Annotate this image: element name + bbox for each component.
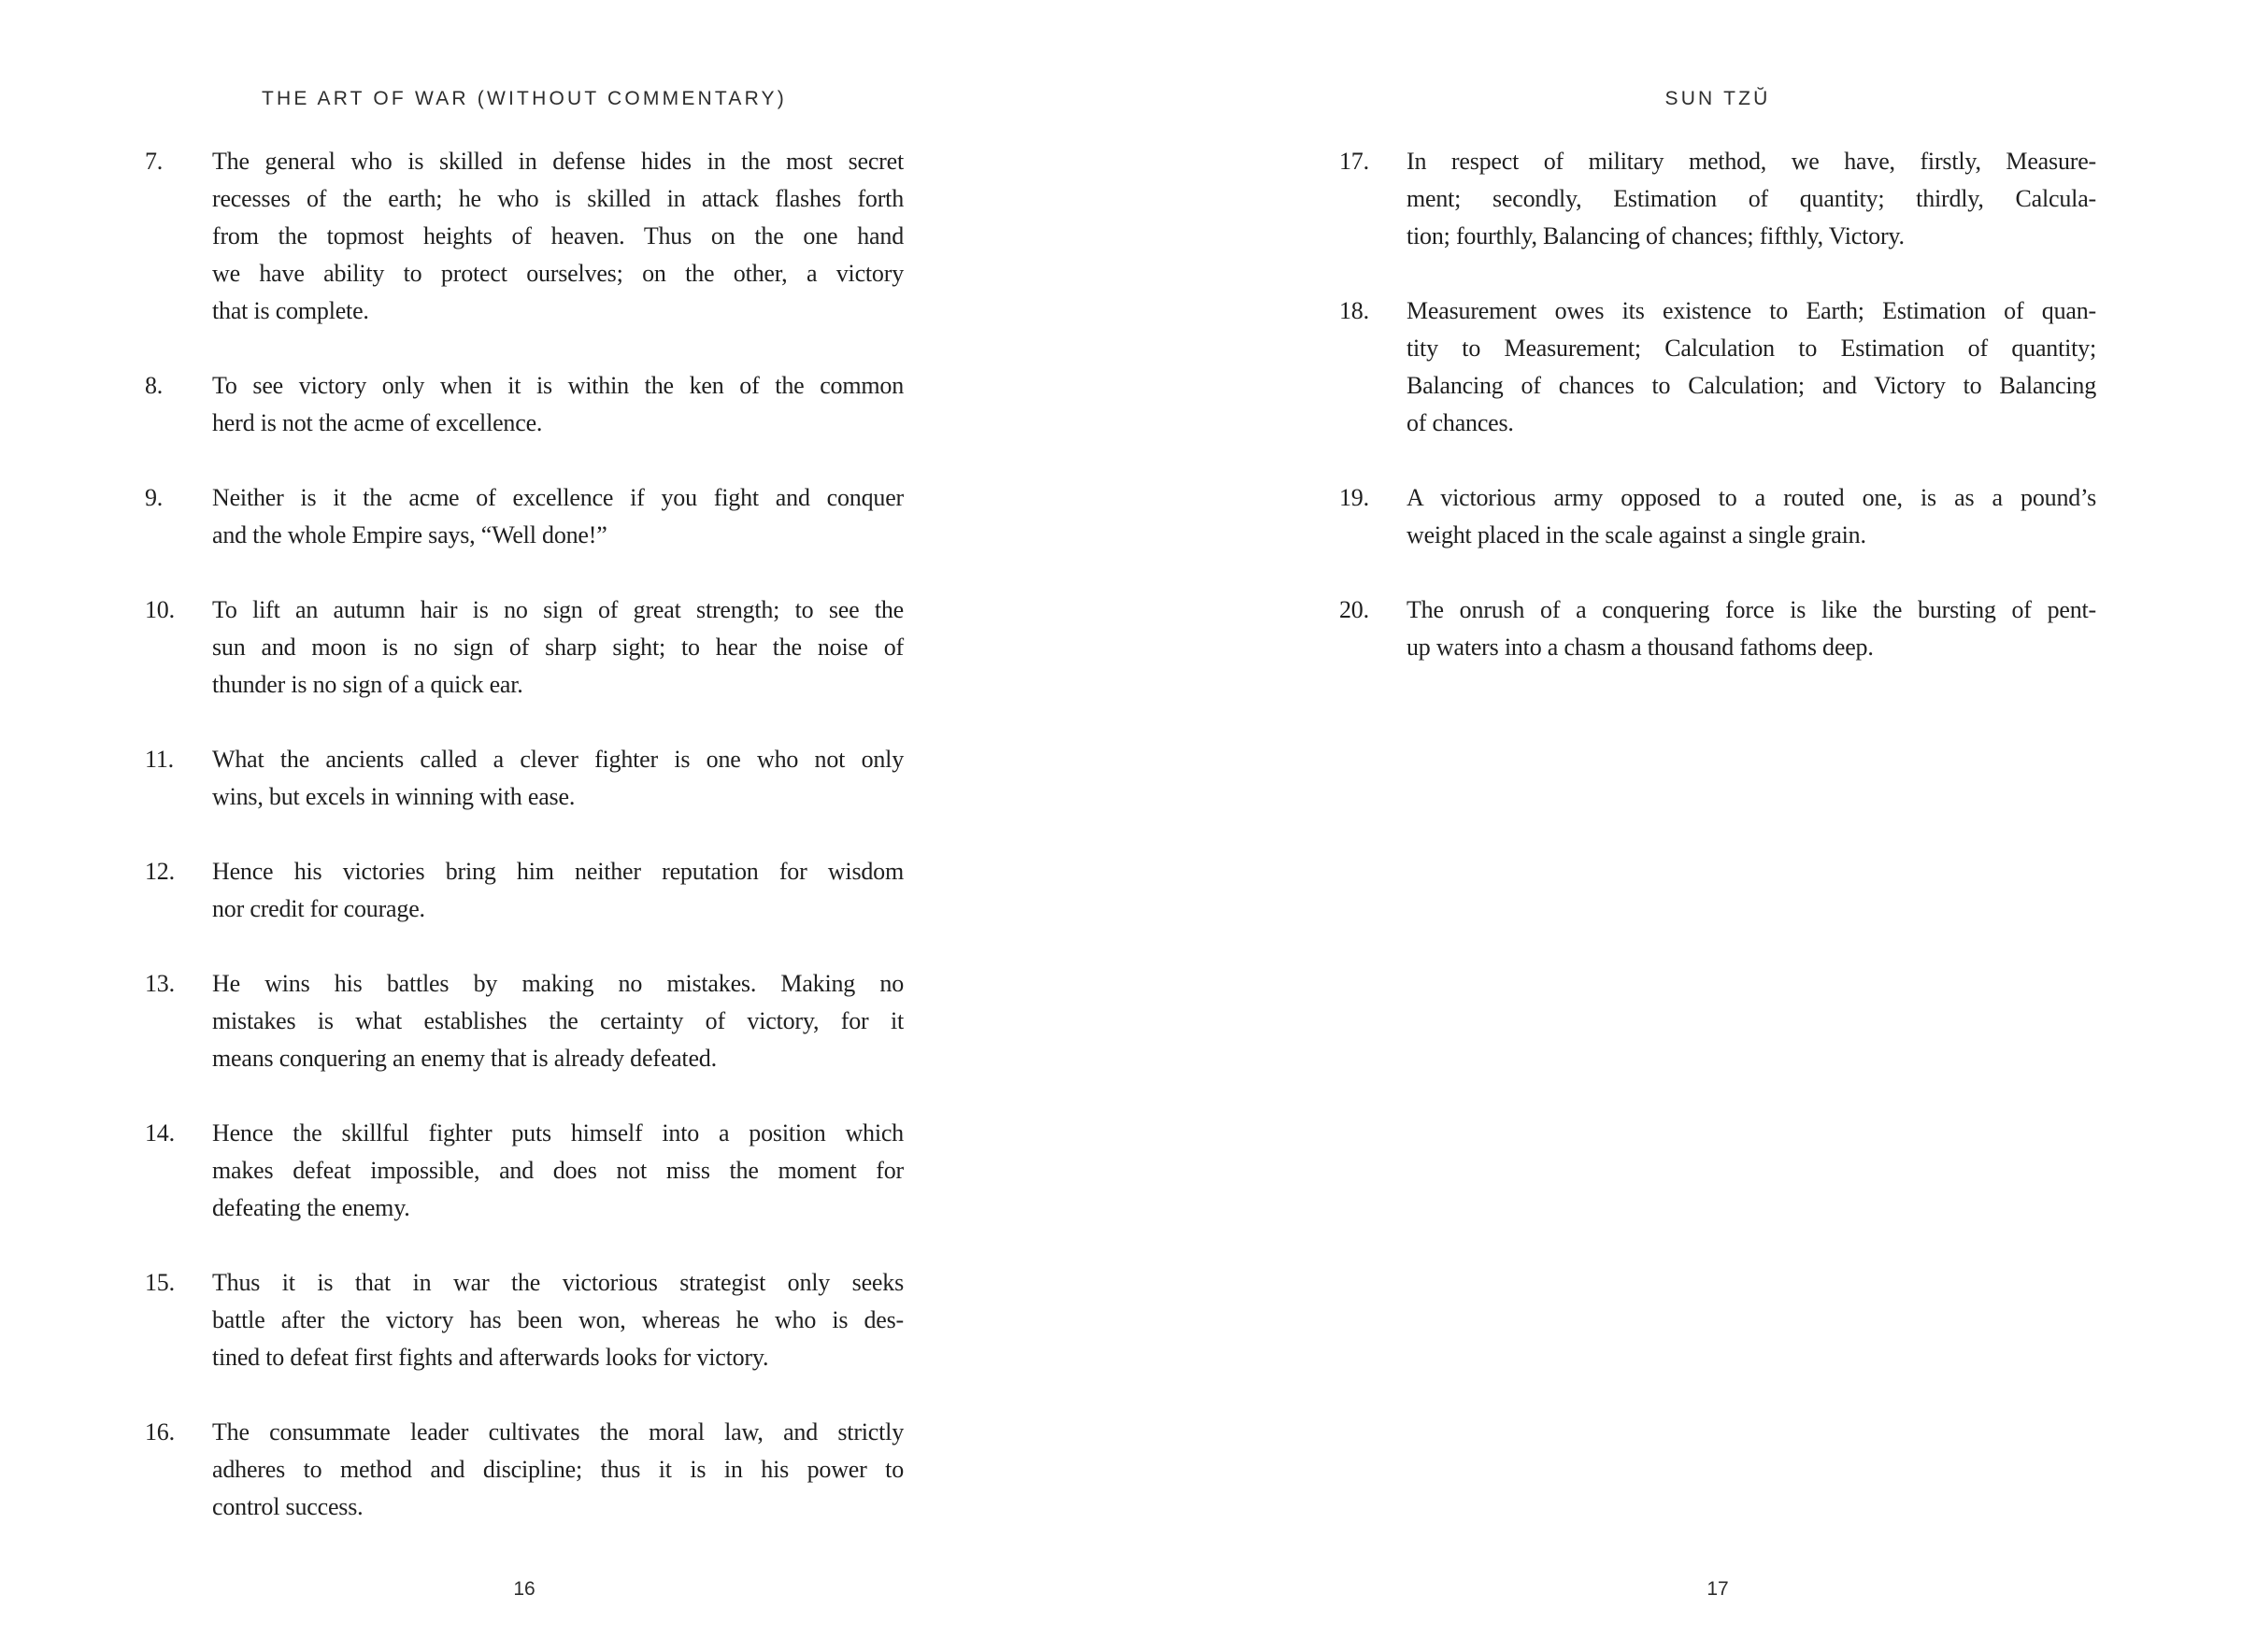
item-text (212, 591, 904, 704)
item-text-line: He wins his battles by making no mistakes. Making no (212, 970, 904, 997)
item-text (1407, 292, 2096, 442)
item-number: 7. (145, 148, 164, 175)
item-number: 12. (145, 858, 175, 885)
item-text-line: Thus it is that in war the victorious strategist only seeks (212, 1269, 904, 1296)
item-text (212, 1115, 904, 1227)
item-text-line: wins, but excels in winning with ease. (212, 783, 576, 810)
item-text-line: Hence his victories bring him neither reputation for wisdom (212, 858, 904, 885)
item-text-line: mistakes is what establishes the certainty of victory, for it (212, 1007, 904, 1034)
item-text-line: To lift an autumn hair is no sign of great strength; to see the (212, 596, 904, 623)
left-page-number: 16 (513, 1578, 536, 1600)
item-number: 15. (145, 1269, 175, 1296)
item-text-line: thunder is no sign of a quick ear. (212, 671, 523, 698)
item-number: 14. (145, 1119, 175, 1146)
list-item (145, 367, 904, 442)
right-item-list (1339, 143, 2096, 704)
item-text-line: control success. (212, 1493, 364, 1520)
item-text-line: from the topmost heights of heaven. Thus on the one hand (212, 222, 904, 249)
item-number: 17. (1339, 148, 1369, 175)
item-text-line: nor credit for courage. (212, 895, 425, 922)
item-text-line: means conquering an enemy that is already defeated. (212, 1045, 717, 1072)
list-item (145, 143, 904, 330)
item-text-line: weight placed in the scale against a single grain. (1407, 521, 1866, 548)
list-item (145, 741, 904, 816)
item-text-line: The consummate leader cultivates the moral law, and strictly (212, 1418, 904, 1446)
item-text-line: up waters into a chasm a thousand fathoms deep. (1407, 634, 1874, 661)
item-text-line: In respect of military method, we have, firstly, Measure- (1407, 148, 2096, 175)
item-number: 19. (1339, 484, 1369, 511)
item-text (212, 367, 904, 442)
list-item (1339, 292, 2096, 442)
left-running-header: THE ART OF WAR (WITHOUT COMMENTARY) (262, 88, 787, 109)
list-item (145, 853, 904, 928)
item-text-line: tined to defeat first fights and afterwards looks for victory. (212, 1344, 769, 1371)
item-text (212, 1414, 904, 1526)
item-text-line: battle after the victory has been won, whereas he who is des- (212, 1306, 904, 1333)
item-text-line: ment; secondly, Estimation of quantity; thirdly, Calcula- (1407, 185, 2096, 212)
item-text-line: sun and moon is no sign of sharp sight; to hear the noise of (212, 634, 904, 661)
item-text-line: defeating the enemy. (212, 1194, 410, 1221)
item-text-line: Neither is it the acme of excellence if you fight and conquer (212, 484, 904, 511)
item-text (1407, 479, 2096, 554)
item-text-line: What the ancients called a clever fighter is one who not only (212, 746, 904, 773)
list-item (145, 1264, 904, 1376)
left-item-list (145, 143, 904, 1563)
right-page-number: 17 (1706, 1578, 1729, 1600)
list-item (1339, 591, 2096, 666)
item-number: 9. (145, 484, 164, 511)
item-text-line: of chances. (1407, 409, 1514, 436)
item-number: 16. (145, 1418, 175, 1446)
item-text-line: adheres to method and discipline; thus it is in his power to (212, 1456, 904, 1483)
item-text-line: Hence the skillful fighter puts himself into a position which (212, 1119, 904, 1146)
item-text-line: tion; fourthly, Balancing of chances; fifthly, Victory. (1407, 222, 1905, 249)
item-number: 18. (1339, 297, 1369, 324)
item-number: 13. (145, 970, 175, 997)
item-text (1407, 591, 2096, 666)
item-text (212, 853, 904, 928)
item-text-line: and the whole Empire says, “Well done!” (212, 521, 607, 548)
list-item (145, 1115, 904, 1227)
item-text (1407, 143, 2096, 255)
item-number: 20. (1339, 596, 1369, 623)
item-text (212, 479, 904, 554)
item-text-line: Measurement owes its existence to Earth; Estimation of quan- (1407, 297, 2096, 324)
item-text-line: tity to Measurement; Calculation to Estimation of quantity; (1407, 335, 2096, 362)
item-text (212, 143, 904, 330)
item-text-line: Balancing of chances to Calculation; and Victory to Balancing (1407, 372, 2096, 399)
item-text-line: To see victory only when it is within the ken of the common (212, 372, 904, 399)
list-item (145, 479, 904, 554)
list-item (145, 591, 904, 704)
item-text-line: we have ability to protect ourselves; on the other, a victory (212, 260, 904, 287)
right-running-header: SUN TZŬ (1664, 88, 1771, 109)
item-text-line: A victorious army opposed to a routed one, is as a pound’s (1407, 484, 2096, 511)
item-text-line: The onrush of a conquering force is like the bursting of pent- (1407, 596, 2096, 623)
item-text-line: herd is not the acme of excellence. (212, 409, 543, 436)
list-item (1339, 143, 2096, 255)
item-text (212, 741, 904, 816)
item-text-line: recesses of the earth; he who is skilled in attack flashes forth (212, 185, 904, 212)
item-text-line: makes defeat impossible, and does not miss the moment for (212, 1157, 904, 1184)
item-number: 8. (145, 372, 164, 399)
list-item (145, 1414, 904, 1526)
item-text (212, 965, 904, 1077)
list-item (1339, 479, 2096, 554)
item-text-line: The general who is skilled in defense hides in the most secret (212, 148, 904, 175)
item-text-line: that is complete. (212, 297, 369, 324)
list-item (145, 965, 904, 1077)
item-number: 10. (145, 596, 175, 623)
item-text (212, 1264, 904, 1376)
item-number: 11. (145, 746, 174, 773)
